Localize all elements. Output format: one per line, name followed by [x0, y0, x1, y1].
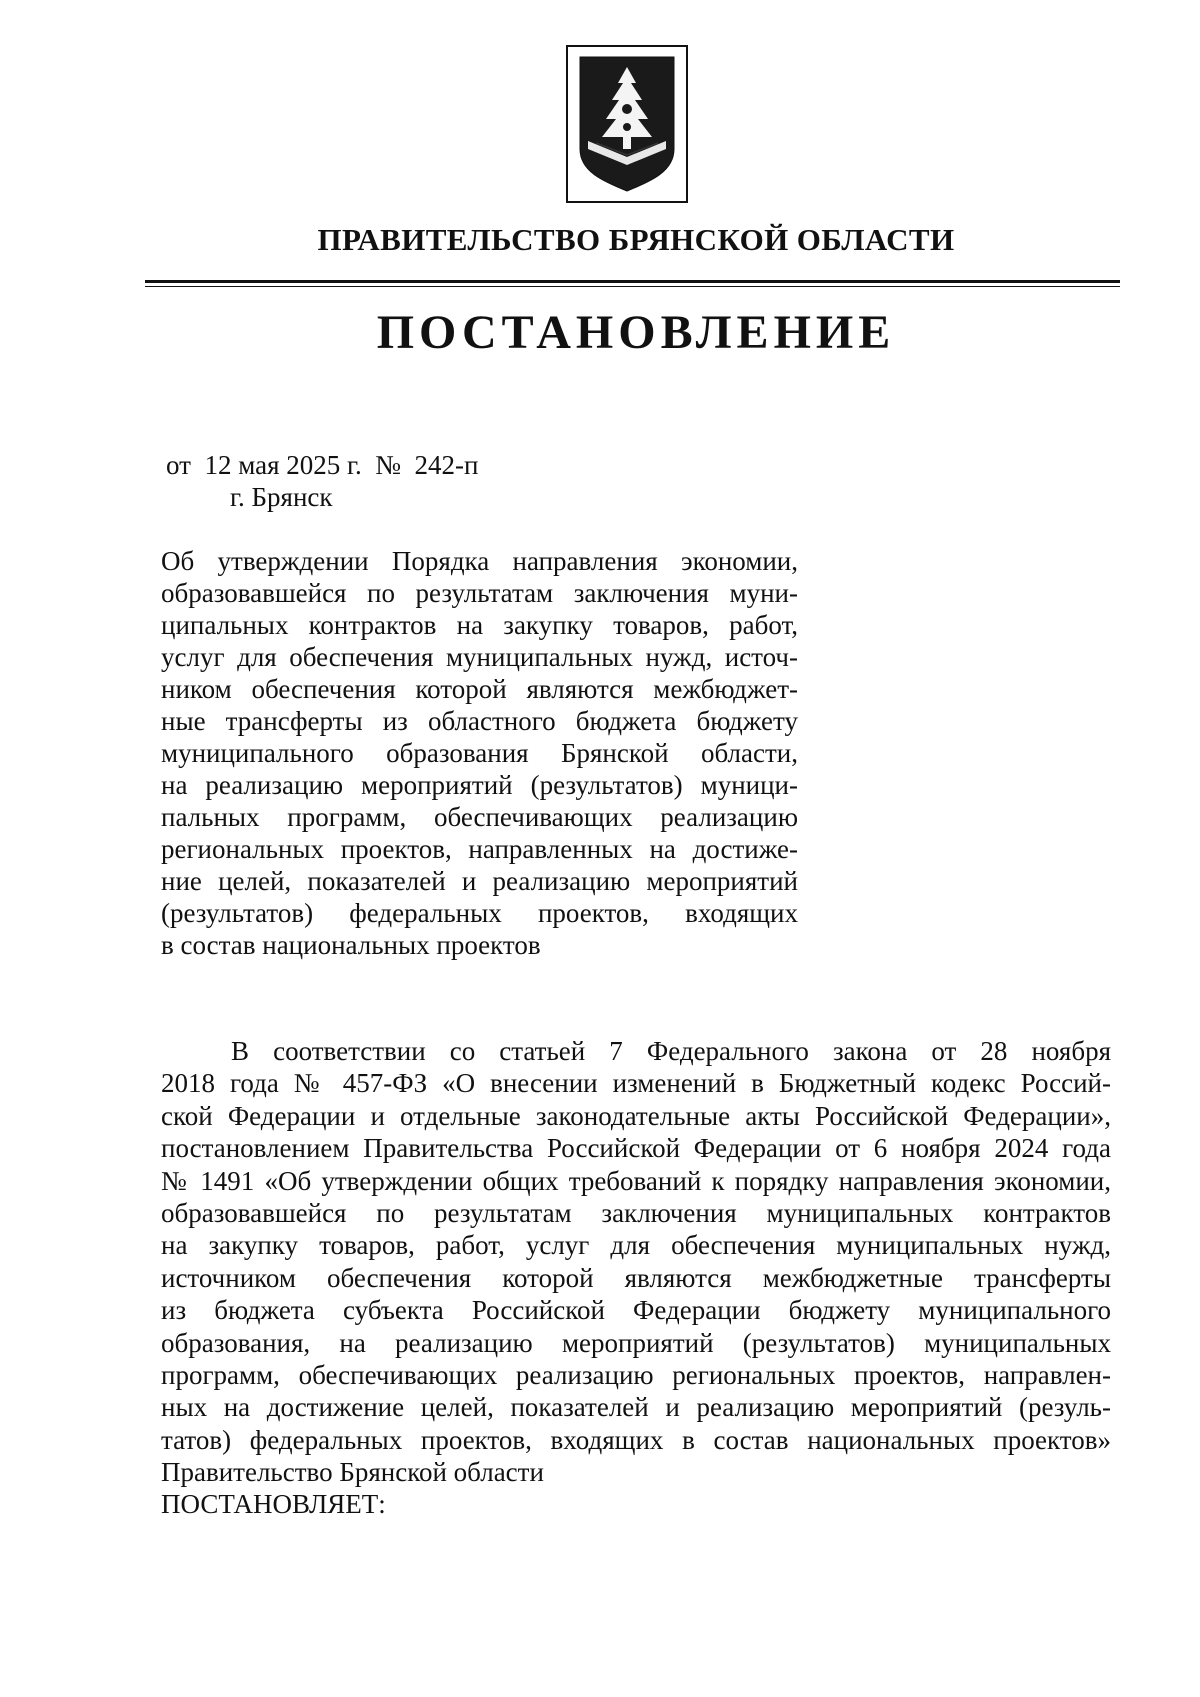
document-subject — [161, 545, 798, 961]
document-type-title: ПОСТАНОВЛЕНИЕ — [376, 306, 896, 359]
issuing-authority: ПРАВИТЕЛЬСТВО БРЯНСКОЙ ОБЛАСТИ — [317, 222, 955, 257]
body-line: ных на достижение целей, показателей и реализацию мероприятий (резуль- — [161, 1392, 1111, 1423]
subject-line: ние целей, показателей и реализацию мероприятий — [161, 866, 798, 896]
subject-line: ные трансферты из областного бюджета бюджету — [161, 706, 798, 736]
date-and-number: от 12 мая 2025 г. № 242-п — [166, 450, 479, 480]
body-line: образования, на реализацию мероприятий (результатов) муниципальных — [161, 1327, 1111, 1358]
body-line: татов) федеральных проектов, входящих в состав национальных проектов» — [161, 1424, 1111, 1455]
resolves-keyword: ПОСТАНОВЛЯЕТ: — [161, 1489, 386, 1520]
subject-line: образовавшейся по результатам заключения муни- — [161, 578, 798, 608]
body-line: ской Федерации и отдельные законодательные акты Российской Федерации», — [161, 1100, 1111, 1131]
body-line: постановлением Правительства Российской Федерации от 6 ноября 2024 года — [161, 1133, 1111, 1164]
issuing-body-line: Правительство Брянской области — [161, 1457, 544, 1488]
subject-line: (результатов) федеральных проектов, входящих — [161, 898, 798, 928]
subject-line: услуг для обеспечения муниципальных нужд, источ- — [161, 642, 798, 672]
subject-line: Об утверждении Порядка направления экономии, — [161, 546, 798, 576]
header-rule-thin — [145, 286, 1120, 287]
body-line: источником обеспечения которой являются межбюджетные трансферты — [161, 1262, 1111, 1293]
body-line: из бюджета субъекта Российской Федерации бюджету муниципального — [161, 1295, 1111, 1326]
subject-line: пальных программ, обеспечивающих реализацию — [161, 802, 798, 832]
header-rule-thick — [145, 280, 1120, 283]
subject-line: в состав национальных проектов — [161, 930, 541, 960]
city-name: г. Брянск — [230, 482, 333, 512]
body-line: образовавшейся по результатам заключения муниципальных контрактов — [161, 1197, 1111, 1228]
body-line: программ, обеспечивающих реализацию региональных проектов, направлен- — [161, 1359, 1111, 1390]
body-line: на закупку товаров, работ, услуг для обеспечения муниципальных нужд, — [161, 1230, 1111, 1261]
body-line: 2018 года № 457-ФЗ «О внесении изменений в Бюджетный кодекс Россий- — [161, 1068, 1111, 1099]
subject-line: ципальных контрактов на закупку товаров, работ, — [161, 610, 798, 640]
preamble-paragraph — [161, 1035, 1111, 1521]
body-line: В соответствии со статьей 7 Федерального закона от 28 ноября — [231, 1036, 1111, 1066]
coat-of-arms-icon — [566, 45, 688, 203]
subject-line: региональных проектов, направленных на достиже- — [161, 834, 798, 864]
subject-line: муниципального образования Брянской области, — [161, 738, 798, 768]
body-line: № 1491 «Об утверждении общих требований к порядку направления экономии, — [161, 1165, 1111, 1196]
subject-line: ником обеспечения которой являются межбюджет- — [161, 674, 798, 704]
subject-line: на реализацию мероприятий (результатов) муници- — [161, 770, 798, 800]
